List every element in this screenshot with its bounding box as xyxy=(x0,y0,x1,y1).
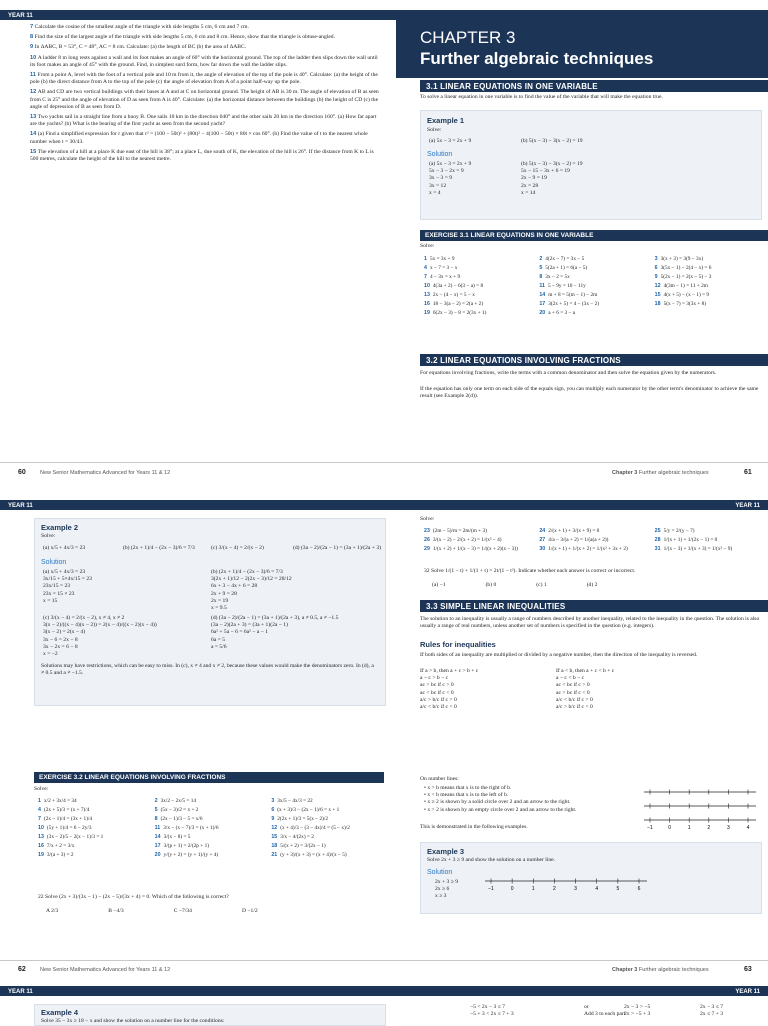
rules-text: If both sides of an inequality are multiplied or divided by a negative number, then the direction of the inequality is reversed. xyxy=(420,652,698,658)
example-2-box xyxy=(34,518,386,706)
exercise-item: 13 2x − (4 − x) = 5 − x xyxy=(424,292,475,298)
answer-option: A 2/3 xyxy=(46,908,59,914)
example-2-part-c: (c) 3/(x − 4) = 2/(x − 2) xyxy=(211,545,264,551)
solution-line: 2x ≥ 6 xyxy=(435,886,450,893)
question-text: (a) Find a simplified expression for r given that r² = (100 − 50t)² + (80t)² − 4(100 − 50t) × 80t × cos 60°. (b) Find the value of t to the nearest whole number when t = 30/43. xyxy=(30,131,368,145)
number-line-tick-label: 3 xyxy=(727,825,730,831)
question-item xyxy=(30,55,382,69)
exercise-item: 7 (2x − 1)/4 = (3x + 1)/4 xyxy=(38,816,93,822)
work-line: 2x > −5 + 3 xyxy=(624,1011,651,1018)
exercise-item: 3 3(x + 3) = 3(9 − 3x) xyxy=(654,256,704,262)
section-3-2-text-1: For equations involving fractions, write the terms with a common denominator and then solve the equation given by the numerators. xyxy=(420,370,717,376)
rule-line: ac < bc if c > 0 xyxy=(556,682,590,689)
example-2-part-d: (d) (3a − 2)/(2a − 1) = (3a + 1)/(2a + 3) xyxy=(293,545,381,551)
question-text: Find the size of the largest angle of the triangle with side lengths 5 cm, 6 cm and 8 cm. Hence, show that the triangle is obtuse-angled. xyxy=(34,34,335,41)
exercise-item: 7 4 − 3x = x + 9 xyxy=(424,274,461,280)
exercise-3-1-grid xyxy=(424,256,764,317)
year-tag-left-2: YEAR 11 xyxy=(8,503,33,509)
example-3-box xyxy=(420,842,762,914)
example-2-title: Example 2 xyxy=(41,523,79,532)
exercise-item: 1 x/2 + 3x/4 = 34 xyxy=(38,798,77,804)
question-item xyxy=(30,131,382,145)
section-3-1-heading: 3.1 LINEAR EQUATIONS IN ONE VARIABLE xyxy=(420,80,768,92)
bullet-point: • x ≥ 2 is shown by a solid circle over 2 and an arrow to the right. xyxy=(424,799,571,806)
question-number: 14 xyxy=(30,131,38,138)
number-line-tick-label: 2 xyxy=(553,886,556,892)
solution-line: 23x = 15 × 23 xyxy=(43,590,75,597)
number-line-note: This is demonstrated in the following examples. xyxy=(420,824,528,830)
question-number: 15 xyxy=(30,148,38,155)
example-3-text: Solve 2x + 3 ≥ 9 and show the solution on a number line. xyxy=(427,857,556,863)
example-4-text: Solve 35 − 3x ≥ 18 − x and show the solution on a number line for the conditions: xyxy=(41,1018,225,1024)
question-number: 12 xyxy=(30,89,38,96)
question-item xyxy=(30,114,382,128)
question-22: 22 Solve (2x + 3)/(3x − 1) − (2x − 5)/(3x + 4) = 0. Which of the following is correct? xyxy=(38,894,229,900)
solution-line: 5x − 3 − 2x = 9 xyxy=(429,168,464,175)
number-line-tick-label: 1 xyxy=(687,825,691,831)
question-number: 8 xyxy=(30,34,35,41)
right-solve: Solve: xyxy=(420,516,435,522)
rule-line: a/c > b/c if c < 0 xyxy=(556,704,593,711)
solution-line: (a) x/5 + 4x/3 = 23 xyxy=(43,569,86,575)
bullet-point: • x > b means that x is to the right of b. xyxy=(424,785,512,791)
exercise-item: 20 a + 6 = 3 − a xyxy=(539,310,576,316)
exercise-item: 16 18 − 3(a − 2) = 2(a + 2) xyxy=(424,301,484,307)
number-line-tick-label: 3 xyxy=(574,886,577,892)
exercise-3-2-heading: EXERCISE 3.2 LINEAR EQUATIONS INVOLVING FRACTIONS xyxy=(34,772,384,783)
exercise-item: 27 4/a − 3/(a + 2) = 1/(a(a + 2)) xyxy=(539,537,609,543)
solution-line: 3x/15 + 5×4x/15 = 23 xyxy=(43,576,92,583)
solution-line: 3x = 12 xyxy=(429,182,447,189)
solution-line: 3(x − 2) = 2(x − 4) xyxy=(43,629,86,636)
example-2-solve: Solve: xyxy=(41,533,56,539)
solution-line: x = −2 xyxy=(43,651,58,658)
rule-line: a/c < b/c if c > 0 xyxy=(556,696,593,703)
footer-chapter-title-1: Further algebraic techniques xyxy=(638,470,709,476)
example-2-solution-d xyxy=(211,615,338,651)
year-tag-left-3: YEAR 11 xyxy=(8,989,33,995)
solution-line: x = 4 xyxy=(429,189,441,196)
exercise-3-1-heading: EXERCISE 3.1 LINEAR EQUATIONS IN ONE VARIABLE xyxy=(420,230,768,241)
solution-line: (d) (3a − 2)/(2a − 1) = (3a + 1)/(2a + 3), a ≠ 0.5, a ≠ −1.5 xyxy=(211,615,339,621)
exercise-item: 9 2(2x + 1)/3 = 5(x − 2)/2 xyxy=(271,816,329,822)
divider-footer-1 xyxy=(0,462,768,463)
exercise-3-2-grid xyxy=(38,798,382,859)
example-4-box xyxy=(34,1004,386,1026)
bullet-point: • x > 2 is shown by an empty circle over 2 and an arrow to the right. xyxy=(424,806,577,813)
question-32-options xyxy=(432,582,752,589)
exercise-item: 5 5(2a + 1) = 6(a − 5) xyxy=(539,265,588,271)
example-1-solution-label: Solution xyxy=(427,151,453,158)
question-text: From a point A, level with the foot of a vertical pole and 10 m from it, the angle of elevation of the top of the pole is 40°. Calculate: (a) the height of the pole (b) the direct distance from A to the top of the pole (c) the angle of elevation from A of a point half-way up the pole. xyxy=(30,72,378,86)
question-item xyxy=(30,44,382,51)
rule-line: ac > bc if c > 0 xyxy=(420,682,454,689)
solution-line: 5x − 15 − 3x + 6 = 19 xyxy=(521,168,570,175)
rule-line: a − c < b − c xyxy=(556,675,585,682)
question-text: A ladder 8 m long rests against a wall and its foot makes an angle of 60° with the horizontal ground. The top of the ladder then slips down the wall until its foot makes an angle of 45° with the ground. Find, in simplest surd form, how far down the wall the ladder slips. xyxy=(30,54,378,68)
exercise-item: 28 1/(x + 1) + 1/(2x − 1) = 0 xyxy=(654,537,718,543)
footer-left-2: New Senior Mathematics Advanced for Years 11 & 12 xyxy=(40,967,171,973)
solution-line: x = 14 xyxy=(521,189,536,196)
year-banner-bottom xyxy=(0,986,768,996)
year-tag-right-2: YEAR 11 xyxy=(735,503,760,509)
question-number: 13 xyxy=(30,114,38,121)
solution-line: 6a = 5 xyxy=(211,636,226,643)
page-number-60: 60 xyxy=(18,469,26,476)
number-line-title: On number lines: xyxy=(420,776,459,782)
solution-line: (c) 3/(x − 4) = 2/(x − 2), x ≠ 4, x ≠ 2 xyxy=(43,615,125,621)
year-banner-middle xyxy=(0,500,768,510)
work-line: −5 < 2x − 3 ≤ 7 xyxy=(470,1004,505,1010)
section-3-2-heading: 3.2 LINEAR EQUATIONS INVOLVING FRACTIONS xyxy=(420,354,768,366)
exercise-item: 9 5(2x − 1) = 2(x − 5) − 3 xyxy=(654,274,712,280)
footer-right-2 xyxy=(612,967,709,973)
exercise-item: 10 (5y + 1)/4 = 6 − 2y/3 xyxy=(38,825,92,831)
section-3-3-text: The solution to an inequality is usually a range of numbers described by another inequality, related to the inequality in the question. The solution is also usually a range of real numbers, unless another set of numbers is specified in the question (e.g. integers). xyxy=(420,616,760,630)
rule-line: ac > bc if c < 0 xyxy=(556,689,590,696)
example-1-part-a: (a) 5x − 3 = 2x + 9 xyxy=(429,138,472,144)
question-item xyxy=(30,72,382,86)
exercise-3-2-solve: Solve: xyxy=(34,786,49,792)
solution-line: (a) 5x − 3 = 2x + 9 xyxy=(429,161,472,167)
exercise-item: 14 3/(x − 8) = 5 xyxy=(154,834,191,840)
number-line-tick-label: −1 xyxy=(647,825,653,831)
solution-line: 2x + 3 ≥ 9 xyxy=(435,879,459,885)
exercise-item: 20 y/(y + 2) = (y + 1)/(y + 4) xyxy=(154,852,219,858)
question-item xyxy=(30,89,382,111)
exercise-item: 16 7/x + 2 = 3/x xyxy=(38,843,75,849)
rule-line: If a > b, then a + c > b + c xyxy=(420,668,479,674)
footer-chapter-1: Chapter 3 xyxy=(612,470,638,476)
section-3-3-heading: 3.3 SIMPLE LINEAR INEQUALITIES xyxy=(420,600,768,612)
exercise-item: 29 1/(x + 2) + 1/(x − 3) = 1/((x + 2)(x − 3)) xyxy=(424,546,518,552)
solution-line: 3(x − 2)/((x − 4)(x − 2)) = 2(x − 4)/((x − 2)(x − 4)) xyxy=(43,622,157,629)
exercise-item: 12 4(3m − 1) = 11 + 2m xyxy=(654,283,708,289)
rule-line: ac < bc if c < 0 xyxy=(420,689,454,696)
number-line-tick-label: 6 xyxy=(637,886,641,892)
year-tag: YEAR 11 xyxy=(8,13,33,19)
example-2-solution-b xyxy=(211,569,292,612)
number-line-diagram xyxy=(640,782,760,842)
footer-chapter-2: Chapter 3 xyxy=(612,967,638,973)
divider-footer-2 xyxy=(0,960,768,961)
rules-left xyxy=(420,668,478,711)
solution-line: (3a − 2)(2a + 3) = (3a + 1)(2a − 1) xyxy=(211,622,288,629)
question-text: The elevation of a hill at a place K due east of the hill is 38°; at a place L, due south of K, the elevation of the hill is 26°. If the distance from K to L is 500 metres, calculate the height of the hill to the nearest metre. xyxy=(30,148,374,163)
number-line-tick-label: 4 xyxy=(746,825,750,831)
example-2-note: Solutions may have restrictions, which can be easy to miss. In (c), x ≠ 4 and x ≠ 2, because these values would make the denominators zero. In (d), a ≠ 0.5 and a ≠ −1.5. xyxy=(41,663,374,677)
exercise-item: 19 3/(a + 3) = 2 xyxy=(38,852,74,858)
solution-line: x = 9.5 xyxy=(211,605,227,612)
question-number: 7 xyxy=(30,24,35,30)
solution-line: 3(2x + 1)/12 − 2(2x − 3)/12 = 28/12 xyxy=(211,576,292,583)
question-list xyxy=(30,24,382,163)
example-1-solve: Solve: xyxy=(427,127,442,133)
exercise-item: 11 3/x − (x − 7)/3 = (x + 1)/6 xyxy=(154,825,219,831)
solution-line: 2x = 28 xyxy=(521,182,539,189)
rules-right xyxy=(556,668,614,711)
exercise-item: 18 5/(x + 2) = 3/(2x − 1) xyxy=(271,843,326,849)
exercise-3-1-solve: Solve: xyxy=(420,243,435,249)
exercise-item: 26 3/(x − 2) − 2/(x + 2) = 1/(x² − 4) xyxy=(424,537,502,543)
exercise-item: 25 5/y = 2/(y − 7) xyxy=(654,528,695,534)
answer-option: (c) 1 xyxy=(536,582,547,588)
solution-line: 3x − 3 = 9 xyxy=(429,175,453,182)
number-line-tick-label: 2 xyxy=(707,825,711,831)
example-2-solution-a xyxy=(43,569,92,605)
solution-line: 3x − 6 = 2x − 8 xyxy=(43,636,78,643)
footer-left-1: New Senior Mathematics Advanced for Years 11 & 12 xyxy=(40,470,171,476)
question-item xyxy=(30,34,382,41)
chapter-header xyxy=(396,16,768,78)
exercise-item: 30 1/(x + 1) + 1/(x + 2) = 1/(x² + 3x + 2) xyxy=(539,546,628,552)
exercise-item: 6 3(5x − 1) − 2(4 − x) = 6 xyxy=(654,265,712,271)
work-line: 2x ≤ 7 + 3 xyxy=(700,1011,724,1018)
answer-option: (a) −1 xyxy=(432,582,446,588)
example-1-part-b: (b) 5(x − 3) − 3(x − 2) = 19 xyxy=(521,138,583,144)
exercise-item: 12 (x + 4)/3 − (3 − 4x)/4 = (5 − x)/2 xyxy=(271,825,350,831)
number-line-tick-label: 1 xyxy=(531,886,535,892)
answer-option: D −1/2 xyxy=(241,908,258,914)
exercise-item: 8 3x − 2 = 5x xyxy=(539,274,570,280)
work-line: 2x − 3 > −5 xyxy=(624,1004,651,1010)
exercise-item: 4 (2x + 5)/3 = (x + 7)/4 xyxy=(38,807,90,813)
example-2-solution-c xyxy=(43,615,157,658)
exercise-item: 18 5(x − 7) = 3(3x + 8) xyxy=(654,301,707,307)
work-line: Add 3 to each part xyxy=(584,1011,626,1018)
solution-line: (b) (2x + 1)/4 − (2x − 3)/6 = 7/3 xyxy=(211,569,283,575)
solution-line: x ≥ 3 xyxy=(435,893,447,900)
work-line: 2x − 3 ≤ 7 xyxy=(700,1004,724,1010)
solution-line: 6a² + 5a − 6 = 6a² − a − 1 xyxy=(211,629,269,636)
page-number-63: 63 xyxy=(744,966,752,973)
answer-option: (d) 2 xyxy=(586,582,598,588)
solution-line: 3x − 2x = 6 − 8 xyxy=(43,643,78,650)
chapter-title: Further algebraic techniques xyxy=(420,49,654,68)
solution-line: 2x − 9 = 19 xyxy=(521,175,547,182)
exercise-item: 3 3x/5 − 4x/3 = 22 xyxy=(271,798,313,804)
section-3-1-text: To solve a linear equation in one variable is to find the value of the variable that will make the equation true. xyxy=(420,94,663,100)
exercise-item: 15 4(x + 5) − (x − 1) = 9 xyxy=(654,292,710,298)
exercise-item: 24 2/(x + 1) + 3/(x + 9) = 0 xyxy=(539,528,600,534)
example-3-title: Example 3 xyxy=(427,847,465,856)
exercise-item: 10 4(3a + 2) − 6(3 − a) = 8 xyxy=(424,283,484,289)
rule-line: a − c > b − c xyxy=(420,675,449,682)
example-4-work-mid xyxy=(584,1004,625,1018)
question-32: 32 Solve 1/(1 − t) + 1/(1 + t) = 2t/(1 − t²). Indicate whether each answer is correct or incorrect. xyxy=(424,568,636,574)
example-4-work-left xyxy=(470,1004,514,1018)
example-1-box xyxy=(420,110,762,220)
footer-chapter-title-2: Further algebraic techniques xyxy=(638,967,709,973)
example-2-solution-label: Solution xyxy=(41,559,67,566)
answer-option: (b) 0 xyxy=(485,582,497,588)
bullet-point: • x < b means that x is to the left of b. xyxy=(424,792,509,799)
question-text: In ΔABC, B = 53°, C = 48°, AC = 8 cm. Calculate: (a) the length of BC (b) the area of ΔABC. xyxy=(34,44,247,51)
example-1-title: Example 1 xyxy=(427,116,465,125)
example-2-part-a: (a) x/5 + 4x/3 = 23 xyxy=(43,545,86,551)
example-3-solution-label: Solution xyxy=(427,869,453,876)
exercise-item: 8 (2x − 1)/3 − 5 = x/6 xyxy=(154,816,203,822)
number-line-points xyxy=(424,785,634,814)
exercise-item: 19 6(2x − 3) − 8 = 2(3x + 1) xyxy=(424,310,487,316)
example-2-part-b: (b) (2x + 1)/4 − (2x − 3)/6 = 7/3 xyxy=(123,545,195,551)
question-text: AB and CD are two vertical buildings with their bases at A and at C on horizontal ground. The height of AB is 30 m. The angle of elevation of B as seen from C is 25° and the angle of elevation of D as seen from A is 40°. Calculate: (a) the horizontal distance between the buildings (b) the height of CD (c) the angle of depression of B as seen from D. xyxy=(30,89,379,110)
number-line-tick-label: 4 xyxy=(595,886,599,892)
exercise-item: 2 4(2x − 7) = 3x − 5 xyxy=(539,256,585,262)
rules-title: Rules for inequalities xyxy=(420,640,496,649)
question-number: 11 xyxy=(30,72,38,79)
solution-line: 2x + 9 = 28 xyxy=(211,590,237,597)
question-text: Calculate the cosine of the smallest angle of the triangle with side lengths 5 cm, 6 cm and 7 cm. xyxy=(34,24,249,30)
rule-line: a/c > b/c if c > 0 xyxy=(420,696,457,703)
exercise-item: 13 (3x − 2)/5 − 2(x − 1)/3 = 1 xyxy=(38,834,104,840)
solution-line: 6x + 3 − 4x + 6 = 28 xyxy=(211,583,258,590)
example-4-work-right xyxy=(624,1004,650,1018)
example-4-work-far xyxy=(700,1004,723,1018)
rule-line: a/c < b/c if c < 0 xyxy=(420,704,457,711)
number-line-tick-label: 0 xyxy=(510,886,514,892)
exercise-item: 31 1/(x − 3) + 1/(x + 3) = 1/(x² − 9) xyxy=(654,546,733,552)
solution-line: 2x = 19 xyxy=(211,597,229,604)
answer-option: B −4/3 xyxy=(108,908,124,914)
question-item xyxy=(30,24,382,31)
chapter-label: CHAPTER 3 xyxy=(420,28,516,47)
exercise-item: 11 5 − 9y = 10 − 11y xyxy=(539,283,586,289)
exercise-3-2-continued-grid xyxy=(424,528,764,553)
example-1-solution-b xyxy=(521,161,583,197)
example-3-number-line xyxy=(481,871,651,897)
example-4-title: Example 4 xyxy=(41,1008,79,1017)
example-1-solution-a xyxy=(429,161,471,197)
work-line: −5 + 3 < 2x ≤ 7 + 3 xyxy=(470,1011,514,1018)
exercise-item: 1 5x = 3x + 9 xyxy=(424,256,455,262)
footer-right-1 xyxy=(612,470,709,476)
question-text: Two yachts sail in a straight line from a buoy B. One sails 10 km in the direction 040° and the other sails 20 km in the direction 160°. (a) How far apart are the yachts? (b) What is the bearing of the first yacht as seen from the second yacht? xyxy=(30,114,377,128)
rule-line: If a < b, then a + c < b + c xyxy=(556,668,615,674)
exercise-item: 6 (x + 3)/3 − (2x − 1)/6 = x + 1 xyxy=(271,807,340,813)
exercise-item: 15 3/x − 4/(2x) = 2 xyxy=(271,834,314,840)
solution-line: 23x/15 = 23 xyxy=(43,583,71,590)
answer-option: C −7/34 xyxy=(173,908,192,914)
exercise-item xyxy=(655,310,764,317)
question-item xyxy=(30,149,382,163)
example-3-solution xyxy=(435,879,458,901)
number-line-tick-label: 0 xyxy=(668,825,671,831)
exercise-item: 23 (2m − 5)/m = 2m/(m + 3) xyxy=(424,528,487,534)
work-line: or xyxy=(584,1004,589,1010)
section-3-2-text-2: If the equation has only one term on each side of the equals sign, you can multiply each numerator by the other term's denominator to achieve the same result (see Example 2(d)). xyxy=(420,386,759,400)
solution-line: x = 15 xyxy=(43,597,58,604)
page-number-61: 61 xyxy=(744,469,752,476)
questions-left xyxy=(30,24,382,166)
solution-line: (b) 5(x − 3) − 3(x − 2) = 19 xyxy=(521,161,583,167)
number-line-tick-label: −1 xyxy=(488,886,494,892)
exercise-item: 17 3/(p + 1) = 2/(2p + 1) xyxy=(154,843,210,849)
question-number: 10 xyxy=(30,54,38,61)
page-number-62: 62 xyxy=(18,966,26,973)
exercise-item: 14 m + 8 = 5(m − 1) − 2m xyxy=(539,292,598,298)
question-22-options xyxy=(46,908,376,915)
exercise-item: 17 3(2x + 5) = 4 − (3x − 2) xyxy=(539,301,600,307)
year-tag-right-3: YEAR 11 xyxy=(735,989,760,995)
solution-line: a = 5/6 xyxy=(211,643,227,650)
number-line-tick-label: 5 xyxy=(616,886,620,892)
exercise-item: 5 (5x − 3)/2 = x + 2 xyxy=(154,807,199,813)
exercise-item: 21 (y + 3)/(x + 3) = (x + 4)/(x − 5) xyxy=(271,852,347,858)
question-number: 9 xyxy=(30,44,35,51)
exercise-item: 4 x − 7 = 3 − x xyxy=(424,265,458,271)
exercise-item: 2 3x/2 − 2x/5 = 14 xyxy=(154,798,197,804)
